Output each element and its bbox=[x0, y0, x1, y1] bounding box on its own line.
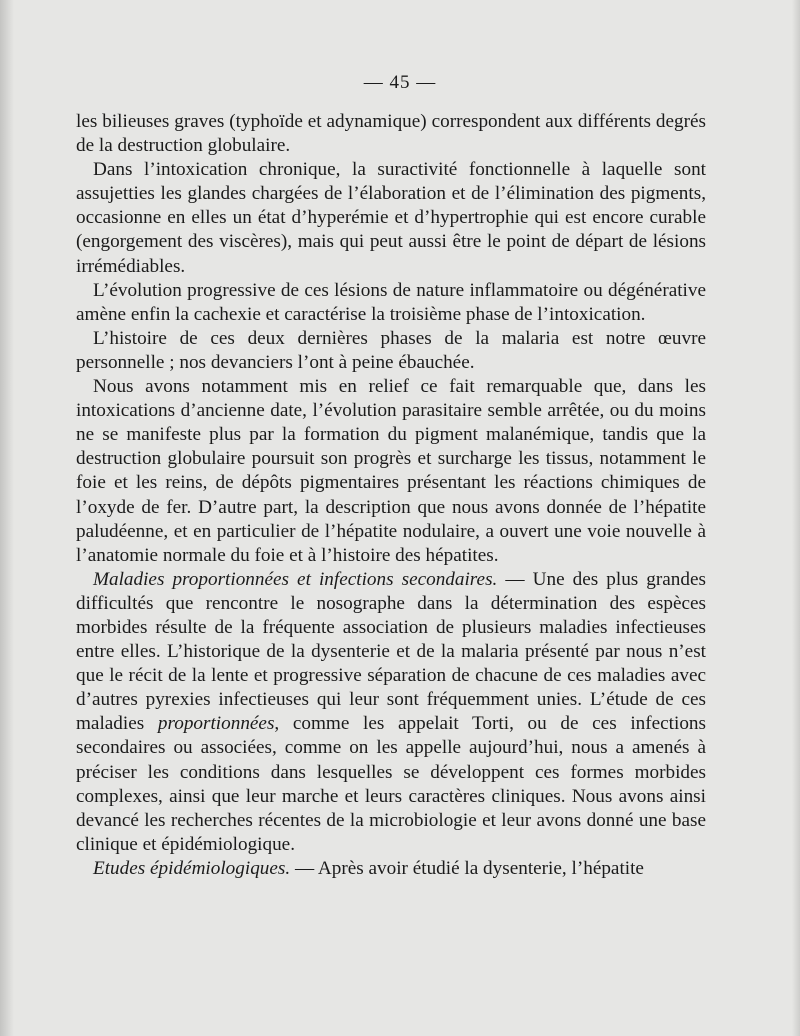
section-heading: Etudes épidémiologiques. bbox=[93, 857, 291, 879]
paragraph bbox=[76, 857, 706, 881]
paragraph-text: , comme les appelait Torti, ou de ces infections secondaires ou associées, comme on les appelle aujourd’hui, nous a amenés à préciser les conditions dans lesquelles se développent ces formes morbides complexes, ainsi que leur marche et leurs caractères cliniques. Nous avons ainsi devancé les recherches récentes de la microbiologie et leur avons donné une base clinique et épidémiologique. bbox=[76, 713, 706, 855]
italic-term: proportionnées bbox=[157, 713, 275, 735]
page-edge-shadow-left bbox=[0, 0, 14, 1036]
paragraph: Dans l’intoxication chronique, la suractivité fonctionnelle à laquelle sont assujetties les glandes chargées de l’élaboration et de l’élimination des pigments, occasionne en elles un état d’hyperémie et d’hypertrophie qui est encore curable (engorgement des viscères), mais qui peut aussi être le point de départ de lésions irrémédiables. bbox=[76, 159, 706, 277]
body-text bbox=[76, 110, 706, 881]
paragraph-text: — Une des plus grandes difficultés que rencontre le nosographe dans la détermination des espèces morbides résulte de la fréquente association de plusieurs maladies infectieuses entre elles. L’historique de la dysenterie et de la malaria présenté par nous n’est que le récit de la lente et progressive séparation de chacune de ces maladies avec d’autres pyrexies infectieuses qui leur sont fréquemment unies. L’étude de ces maladies bbox=[76, 568, 706, 735]
page-edge-shadow-right bbox=[792, 0, 800, 1036]
paragraph: Nous avons notamment mis en relief ce fait remarquable que, dans les intoxications d’ancienne date, l’évolution parasitaire semble arrêtée, ou du moins ne se manifeste plus par la formation du pigment malanémique, tandis que la destruction globulaire poursuit son progrès et surcharge les tissus, notamment le foie et les reins, de dépôts pigmentaires présentant les réactions chimiques de l’oxyde de fer. D’autre part, la description que nous avons donnée de l’hépatite paludéenne, et en particulier de l’hépatite nodulaire, a ouvert une voie nouvelle à l’anatomie normale du foie et à l’histoire des hépatites. bbox=[76, 376, 706, 566]
section-heading: Maladies proportionnées et infections secondaires. bbox=[93, 568, 498, 590]
paragraph: L’évolution progressive de ces lésions de nature inflammatoire ou dégénérative amène enfin la cachexie et caractérise la troisième phase de l’intoxication. bbox=[76, 279, 706, 325]
paragraph: les bilieuses graves (typhoïde et adynamique) correspondent aux différents degrés de la destruction globulaire. bbox=[76, 111, 706, 157]
paragraph-text: — Après avoir étudié la dysenterie, l’hépatite bbox=[290, 857, 644, 879]
paragraph: L’histoire de ces deux dernières phases de la malaria est notre œuvre personnelle ; nos devanciers l’ont à peine ébauchée. bbox=[76, 327, 706, 373]
page-number: — 45 — bbox=[363, 72, 437, 93]
paragraph bbox=[76, 568, 706, 857]
